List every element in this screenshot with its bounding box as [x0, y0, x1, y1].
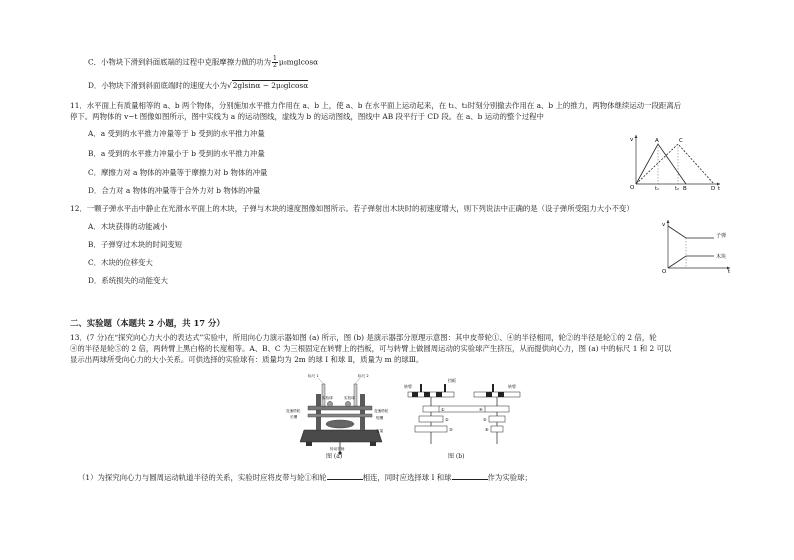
q13-sub1-text-c: 作为实验球； — [487, 473, 532, 482]
q12-line-block — [668, 256, 714, 268]
fig-a-label-stand: 支架 — [376, 429, 384, 433]
q12-stem: 12．一颗子弹水平击中静止在光滑水平面上的木块，子弹与木块的速度图像如图所示。若子弹射出木块时的初速度增大，则下列说法中正确的是（设子弹所受阻力大小不变） — [70, 204, 634, 213]
apparatus-foot-left — [306, 442, 312, 446]
q11-line-a — [636, 144, 686, 184]
fig-b-label-arm-right: 转臂 — [508, 384, 516, 389]
fig-b-label-5: ⑤ — [483, 417, 487, 422]
fig-a-label-scale-2: 标尺 2 — [358, 374, 369, 378]
fig-a-label-ball-left: 实验球 — [322, 396, 333, 400]
q11-line-b — [636, 144, 714, 184]
q13-sub1-blank-2[interactable] — [452, 471, 488, 480]
schematic-wheel-1 — [423, 406, 439, 412]
q11-label-v: v — [630, 137, 634, 143]
q11-label-t2: t₂ — [675, 186, 679, 190]
q12-option-d: D．系统损失的动能变大 — [88, 276, 168, 285]
apparatus-short-groove — [308, 414, 372, 417]
fig-a-label-handle: 转动手柄 — [330, 447, 345, 451]
section-2-title: 二、实验题（本题共 2 小题，共 17 分） — [70, 318, 225, 328]
fig-a-label-tower-right: 变速塔轮 — [374, 409, 389, 413]
q11-label-b: B — [683, 186, 687, 190]
q11-stem-line-2: 停下。两物体的 v−t 图像如图所示，图中实线为 a 的运动图线，虚线为 b 的运动图线，图线中 AB 段平行于 CD 段。在 a、b 运动的整个过程中 — [70, 112, 544, 121]
apparatus-ball-right — [345, 401, 350, 406]
fraction-half: $\frac{1}{2}$ — [273, 55, 277, 69]
q10-option-c — [88, 56, 318, 69]
q10-option-d-text: D．小物块下滑到斜面底端时的速度大小为 — [88, 81, 227, 90]
q13-sub1 — [78, 471, 532, 483]
fig-a-label-scale-1: 标尺 1 — [308, 374, 319, 378]
q11-label-o: O — [630, 185, 635, 190]
fig-a-label-short-groove: 短槽 — [376, 416, 384, 420]
q12-option-b: B．子弹穿过木块的时间变短 — [88, 240, 183, 249]
schematic-wheel-5 — [489, 416, 505, 422]
q13-stem-line-2: ④的半径是轮⑤的 2 倍，两转臂上黑白格的长度相等。A、B、C 为三根固定在转臂上的挡板，可与转臂上做圆周运动的实验球产生挤压，从而提供向心力，图 (a) 中的标尺 1 和 2 可以 — [70, 344, 672, 353]
apparatus-scale-1 — [322, 384, 325, 406]
q13-sub1-blank-1[interactable] — [327, 471, 363, 480]
schematic-wheel-6 — [491, 426, 503, 432]
fig-a-label-ball-right: 实验球 — [344, 396, 355, 400]
q11-option-d: D．合力对 a 物体的冲量等于合外力对 b 物体的冲量 — [88, 186, 261, 195]
apparatus-column-left — [316, 394, 321, 430]
q11-label-d: D — [711, 186, 716, 190]
fig-b-label-3: ③ — [449, 427, 453, 432]
figure-a-caption: 图 (a) — [326, 453, 343, 460]
q10-option-d-sqrt: 2glsinα − 2μ₀glcosα — [232, 81, 309, 90]
q12-option-c: C．木块的位移变大 — [88, 258, 153, 267]
fig-b-label-1: ① — [441, 407, 445, 412]
apparatus-ball-left — [327, 401, 332, 406]
figure-b-schematic — [404, 372, 524, 452]
q12-line-bullet — [668, 226, 714, 238]
q11-label-c: C — [679, 138, 683, 144]
fig-b-label-2: ② — [445, 417, 449, 422]
q12-label-v: v — [662, 222, 666, 228]
schematic-wheel-4 — [485, 406, 509, 412]
apparatus-long-groove — [308, 406, 372, 410]
schematic-arm-right — [474, 392, 520, 397]
q11-vt-graph — [628, 132, 724, 190]
q11-label-t: t — [718, 186, 721, 190]
schematic-baffle-a — [420, 384, 422, 392]
apparatus-base — [300, 430, 382, 442]
figure-a-apparatus — [286, 372, 394, 458]
q13-sub1-text-a: （1）为探究向心力与圆周运动轨道半径的关系，实验时应将皮带与轮①和轮 — [78, 473, 327, 482]
figure-b-caption: 图 (b) — [448, 453, 465, 460]
q11-label-t1: t₁ — [655, 186, 659, 190]
q12-label-bullet: 子弹 — [716, 233, 727, 239]
fig-b-label-4: ④ — [479, 407, 483, 412]
q12-option-a: A．木块获得的动能减小 — [88, 222, 168, 231]
q12-label-o: O — [662, 269, 667, 274]
q11-arrow-v — [635, 135, 638, 138]
fig-b-label-6: ⑥ — [485, 427, 489, 432]
q12-arrow-v — [667, 220, 670, 223]
schematic-wheel-2 — [419, 416, 443, 422]
fig-b-label-arm-left: 转臂 — [404, 384, 412, 389]
q12-vt-graph — [660, 218, 732, 274]
q11-option-c: C．摩擦力对 a 物体的冲量等于摩擦力对 b 物体的冲量 — [88, 168, 268, 177]
q13-stem-line-3: 显示出两球所受向心力的大小关系。可供选择的实验球有：质量均为 2m 的球 Ⅰ 和球 Ⅱ，质量为 m 的球Ⅲ。 — [70, 355, 424, 364]
q10-option-d: D．小物块下滑到斜面底端时的速度大小为√2glsinα − 2μ₀glcosα — [88, 81, 309, 90]
schematic-wheel-3 — [415, 426, 447, 432]
apparatus-column-right — [360, 394, 365, 430]
q12-label-t: t — [728, 269, 731, 274]
q10-option-c-formula: μ₀mglcosα — [278, 57, 319, 67]
apparatus-scale-2 — [354, 384, 357, 406]
q13-stem-line-1: 13．(7 分)在“探究向心力大小的表达式”实验中，所用向心力演示器如图 (a) 所示，图 (b) 是演示器部分原理示意图：其中皮带轮①、④的半径相同，轮②的半径是轮①的 2 倍，轮 — [70, 333, 657, 342]
schematic-baffle-b — [444, 384, 446, 392]
fig-a-label-long-groove: 长槽 — [290, 415, 298, 419]
schematic-baffle-c — [492, 384, 494, 392]
q11-option-a: A．a 受到的水平推力冲量等于 b 受到的水平推力冲量 — [88, 129, 265, 138]
fig-b-label-baffle: 挡板 — [448, 378, 456, 383]
q11-stem-line-1: 11．水平面上有质量相等的 a、b 两个物体，分别施加水平推力作用在 a、b 上，使 a、b 在水平面上运动起来，在 t₁、t₂时刻分别撤去作用在 a、b 上的推力，两物体继续运动一段距离后 — [70, 101, 682, 110]
q10-option-c-text: C．小物块下滑到斜面底端的过程中克服摩擦力做的功为 — [88, 57, 272, 67]
q12-label-block: 木块 — [716, 254, 727, 260]
q11-option-b: B．a 受到的水平推力冲量小于 b 受到的水平推力冲量 — [88, 149, 265, 158]
fig-a-label-tower-left: 变速塔轮 — [286, 409, 301, 413]
q11-label-a: A — [655, 138, 659, 144]
apparatus-foot-right — [370, 442, 376, 446]
q13-sub1-text-b: 相连，同时应选择球 Ⅰ 和球 — [362, 473, 452, 482]
apparatus-tower-wheel — [326, 420, 354, 428]
